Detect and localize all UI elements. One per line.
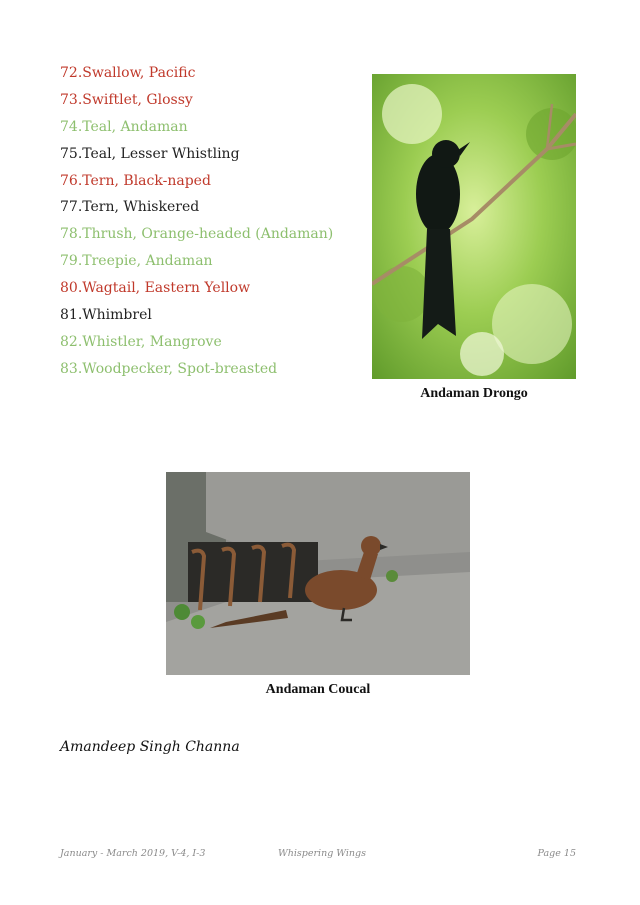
drongo-caption: Andaman Drongo — [420, 386, 528, 401]
item-number: 73. — [60, 91, 83, 108]
item-name: Teal, Lesser Whistling — [82, 145, 240, 162]
list-item — [60, 248, 333, 275]
item-number: 76. — [60, 172, 83, 189]
footer-publication: Whispering Wings — [278, 848, 367, 859]
item-number: 81. — [60, 307, 83, 324]
item-name: Swiftlet, Glossy — [82, 91, 193, 108]
item-number: 77. — [60, 199, 83, 216]
item-name: Woodpecker, Spot-breasted — [82, 360, 278, 377]
list-item — [60, 194, 333, 221]
list-item — [60, 168, 333, 195]
list-item — [60, 356, 333, 383]
bird-list — [60, 60, 333, 383]
item-name: Tern, Whiskered — [82, 199, 200, 216]
list-item — [60, 275, 333, 302]
item-number: 82. — [60, 333, 83, 350]
coucal-photo — [166, 472, 470, 675]
item-name: Thrush, Orange-headed (Andaman) — [82, 226, 334, 243]
list-item — [60, 141, 333, 168]
item-name: Whimbrel — [82, 307, 152, 324]
footer-issue: January - March 2019, V-4, I-3 — [60, 848, 206, 859]
item-number: 78. — [60, 226, 83, 243]
item-name: Wagtail, Eastern Yellow — [82, 280, 251, 297]
item-number: 75. — [60, 145, 83, 162]
drongo-photo — [372, 74, 576, 379]
coucal-caption: Andaman Coucal — [265, 682, 371, 697]
item-number: 80. — [60, 280, 83, 297]
item-number: 74. — [60, 118, 83, 135]
list-item — [60, 302, 333, 329]
item-number: 83. — [60, 360, 83, 377]
list-item — [60, 221, 333, 248]
list-item — [60, 329, 333, 356]
item-name: Whistler, Mangrove — [82, 333, 222, 350]
item-name: Tern, Black-naped — [82, 172, 211, 189]
item-name: Treepie, Andaman — [82, 253, 213, 270]
list-item — [60, 87, 333, 114]
list-item — [60, 114, 333, 141]
item-name: Teal, Andaman — [82, 118, 188, 135]
list-item — [60, 60, 333, 87]
footer-page-number: Page 15 — [537, 848, 576, 859]
item-number: 72. — [60, 65, 83, 81]
item-number: 79. — [60, 253, 83, 270]
author-name: Amandeep Singh Channa — [60, 739, 240, 755]
item-name: Swallow, Pacific — [82, 65, 196, 81]
